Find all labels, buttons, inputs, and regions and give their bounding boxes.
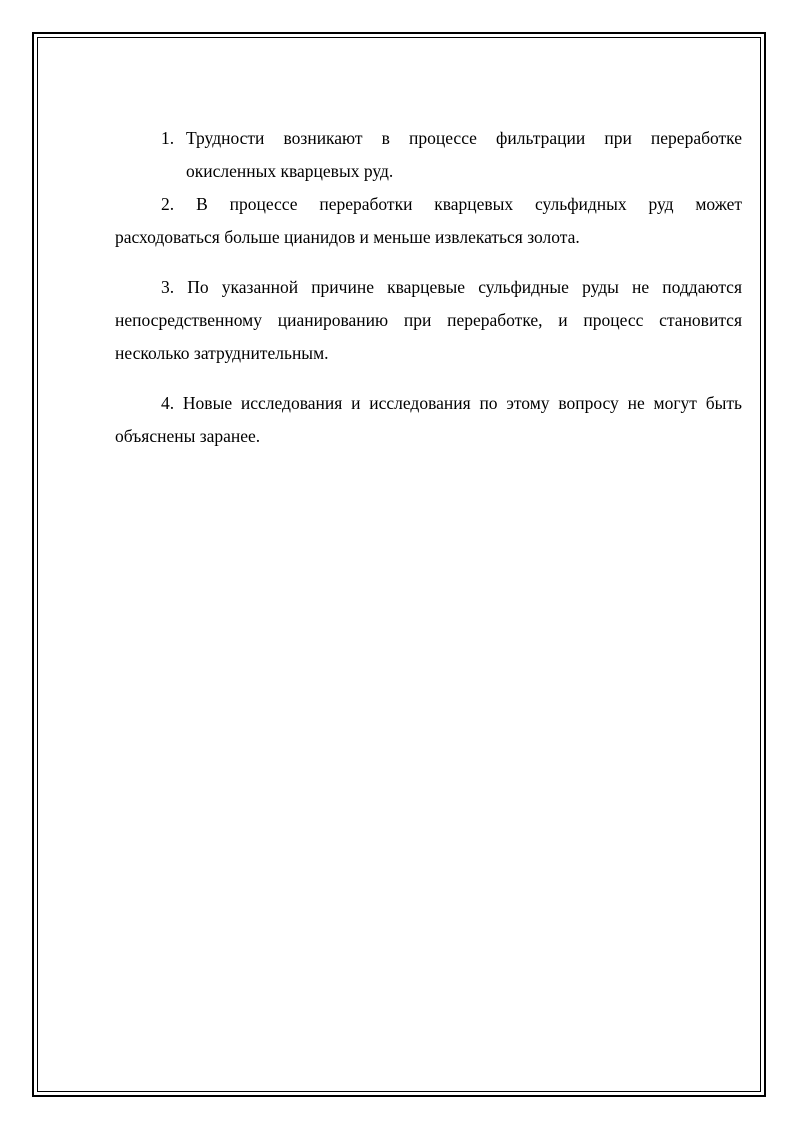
list-item-number: 2. bbox=[161, 194, 175, 214]
list-item-2 bbox=[115, 188, 742, 254]
list-item-4 bbox=[115, 387, 742, 453]
list-item-text: Новые исследования и исследования по этому вопросу не могут быть объяснены заранее. bbox=[115, 393, 742, 446]
list-item-3 bbox=[115, 271, 742, 370]
list-item-text: В процессе переработки кварцевых сульфидных руд может расходоваться больше цианидов и меньше извлекаться золота. bbox=[115, 194, 742, 247]
list-item-number: 3. bbox=[161, 277, 175, 297]
list-item-number: 4. bbox=[161, 393, 175, 413]
list-item-text: По указанной причине кварцевые сульфидные руды не поддаются непосредственному цианированию при переработке, и процесс становится несколько затруднительным. bbox=[115, 277, 743, 363]
document-body bbox=[115, 122, 742, 453]
list-item-number: 1. bbox=[161, 128, 175, 148]
list-item-text: Трудности возникают в процессе фильтрации при переработке окисленных кварцевых руд. bbox=[186, 128, 742, 181]
list-item-1 bbox=[115, 122, 742, 188]
